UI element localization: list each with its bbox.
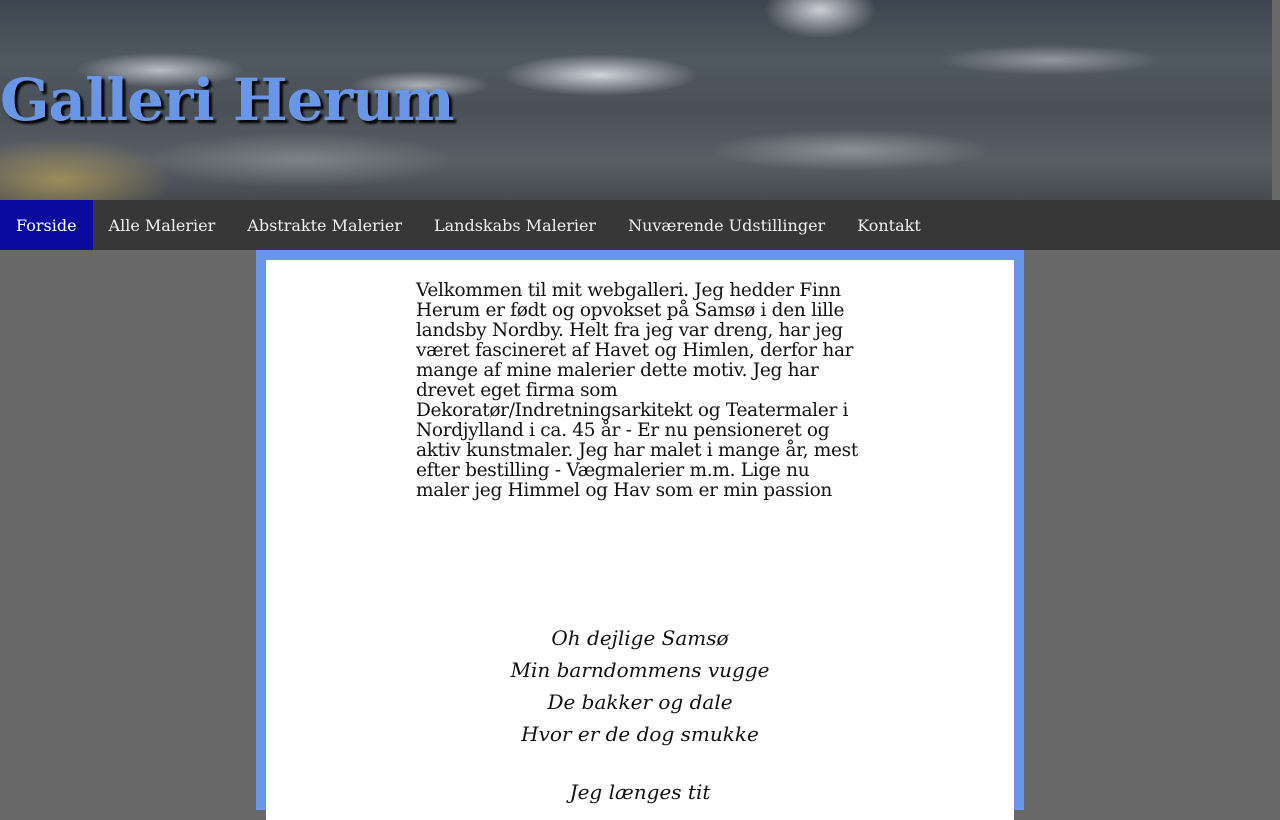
poem-line: De bakker og dale <box>547 690 733 714</box>
poem-line: Jeg længes tit <box>569 780 711 804</box>
nav-item-nuvaerende-udstillinger[interactable]: Nuværende Udstillinger <box>628 215 826 235</box>
nav-item-abstrakte-malerier[interactable]: Abstrakte Malerier <box>247 215 402 235</box>
poem-line: Oh dejlige Samsø <box>551 626 729 650</box>
site-title[interactable]: Galleri Herum <box>0 66 454 134</box>
content-frame <box>256 250 1024 810</box>
nav-item-alle-malerier[interactable]: Alle Malerier <box>108 215 216 235</box>
stanza-gap <box>266 750 1014 776</box>
poem-line: Min barndommens vugge <box>510 658 770 682</box>
nav-item-kontakt[interactable]: Kontakt <box>857 215 921 235</box>
poem <box>266 622 1014 808</box>
header-banner <box>0 0 1280 200</box>
main-nav <box>0 200 1280 250</box>
intro-text: Velkommen til mit webgalleri. Jeg hedder Finn Herum er født og opvokset på Samsø i den lille landsby Nordby. Helt fra jeg var dreng, har jeg været fascineret af Havet og Himlen, derfor har mange af mine malerier dette motiv. Jeg har drevet eget firma som Dekoratør/Indretningsarkitekt og Teatermaler i Nordjylland i ca. 45 år - Er nu pensioneret og aktiv kunstmaler. Jeg har malet i mange år, mest efter bestilling - Vægmalerier m.m. Lige nu maler jeg Himmel og Hav som er min passion <box>416 280 858 501</box>
banner-edge <box>1272 0 1280 200</box>
nav-item-forside[interactable]: Forside <box>0 200 93 250</box>
content-panel <box>266 260 1014 820</box>
nav-item-landskabs-malerier[interactable]: Landskabs Malerier <box>433 215 597 235</box>
poem-line: Hvor er de dog smukke <box>521 722 759 746</box>
